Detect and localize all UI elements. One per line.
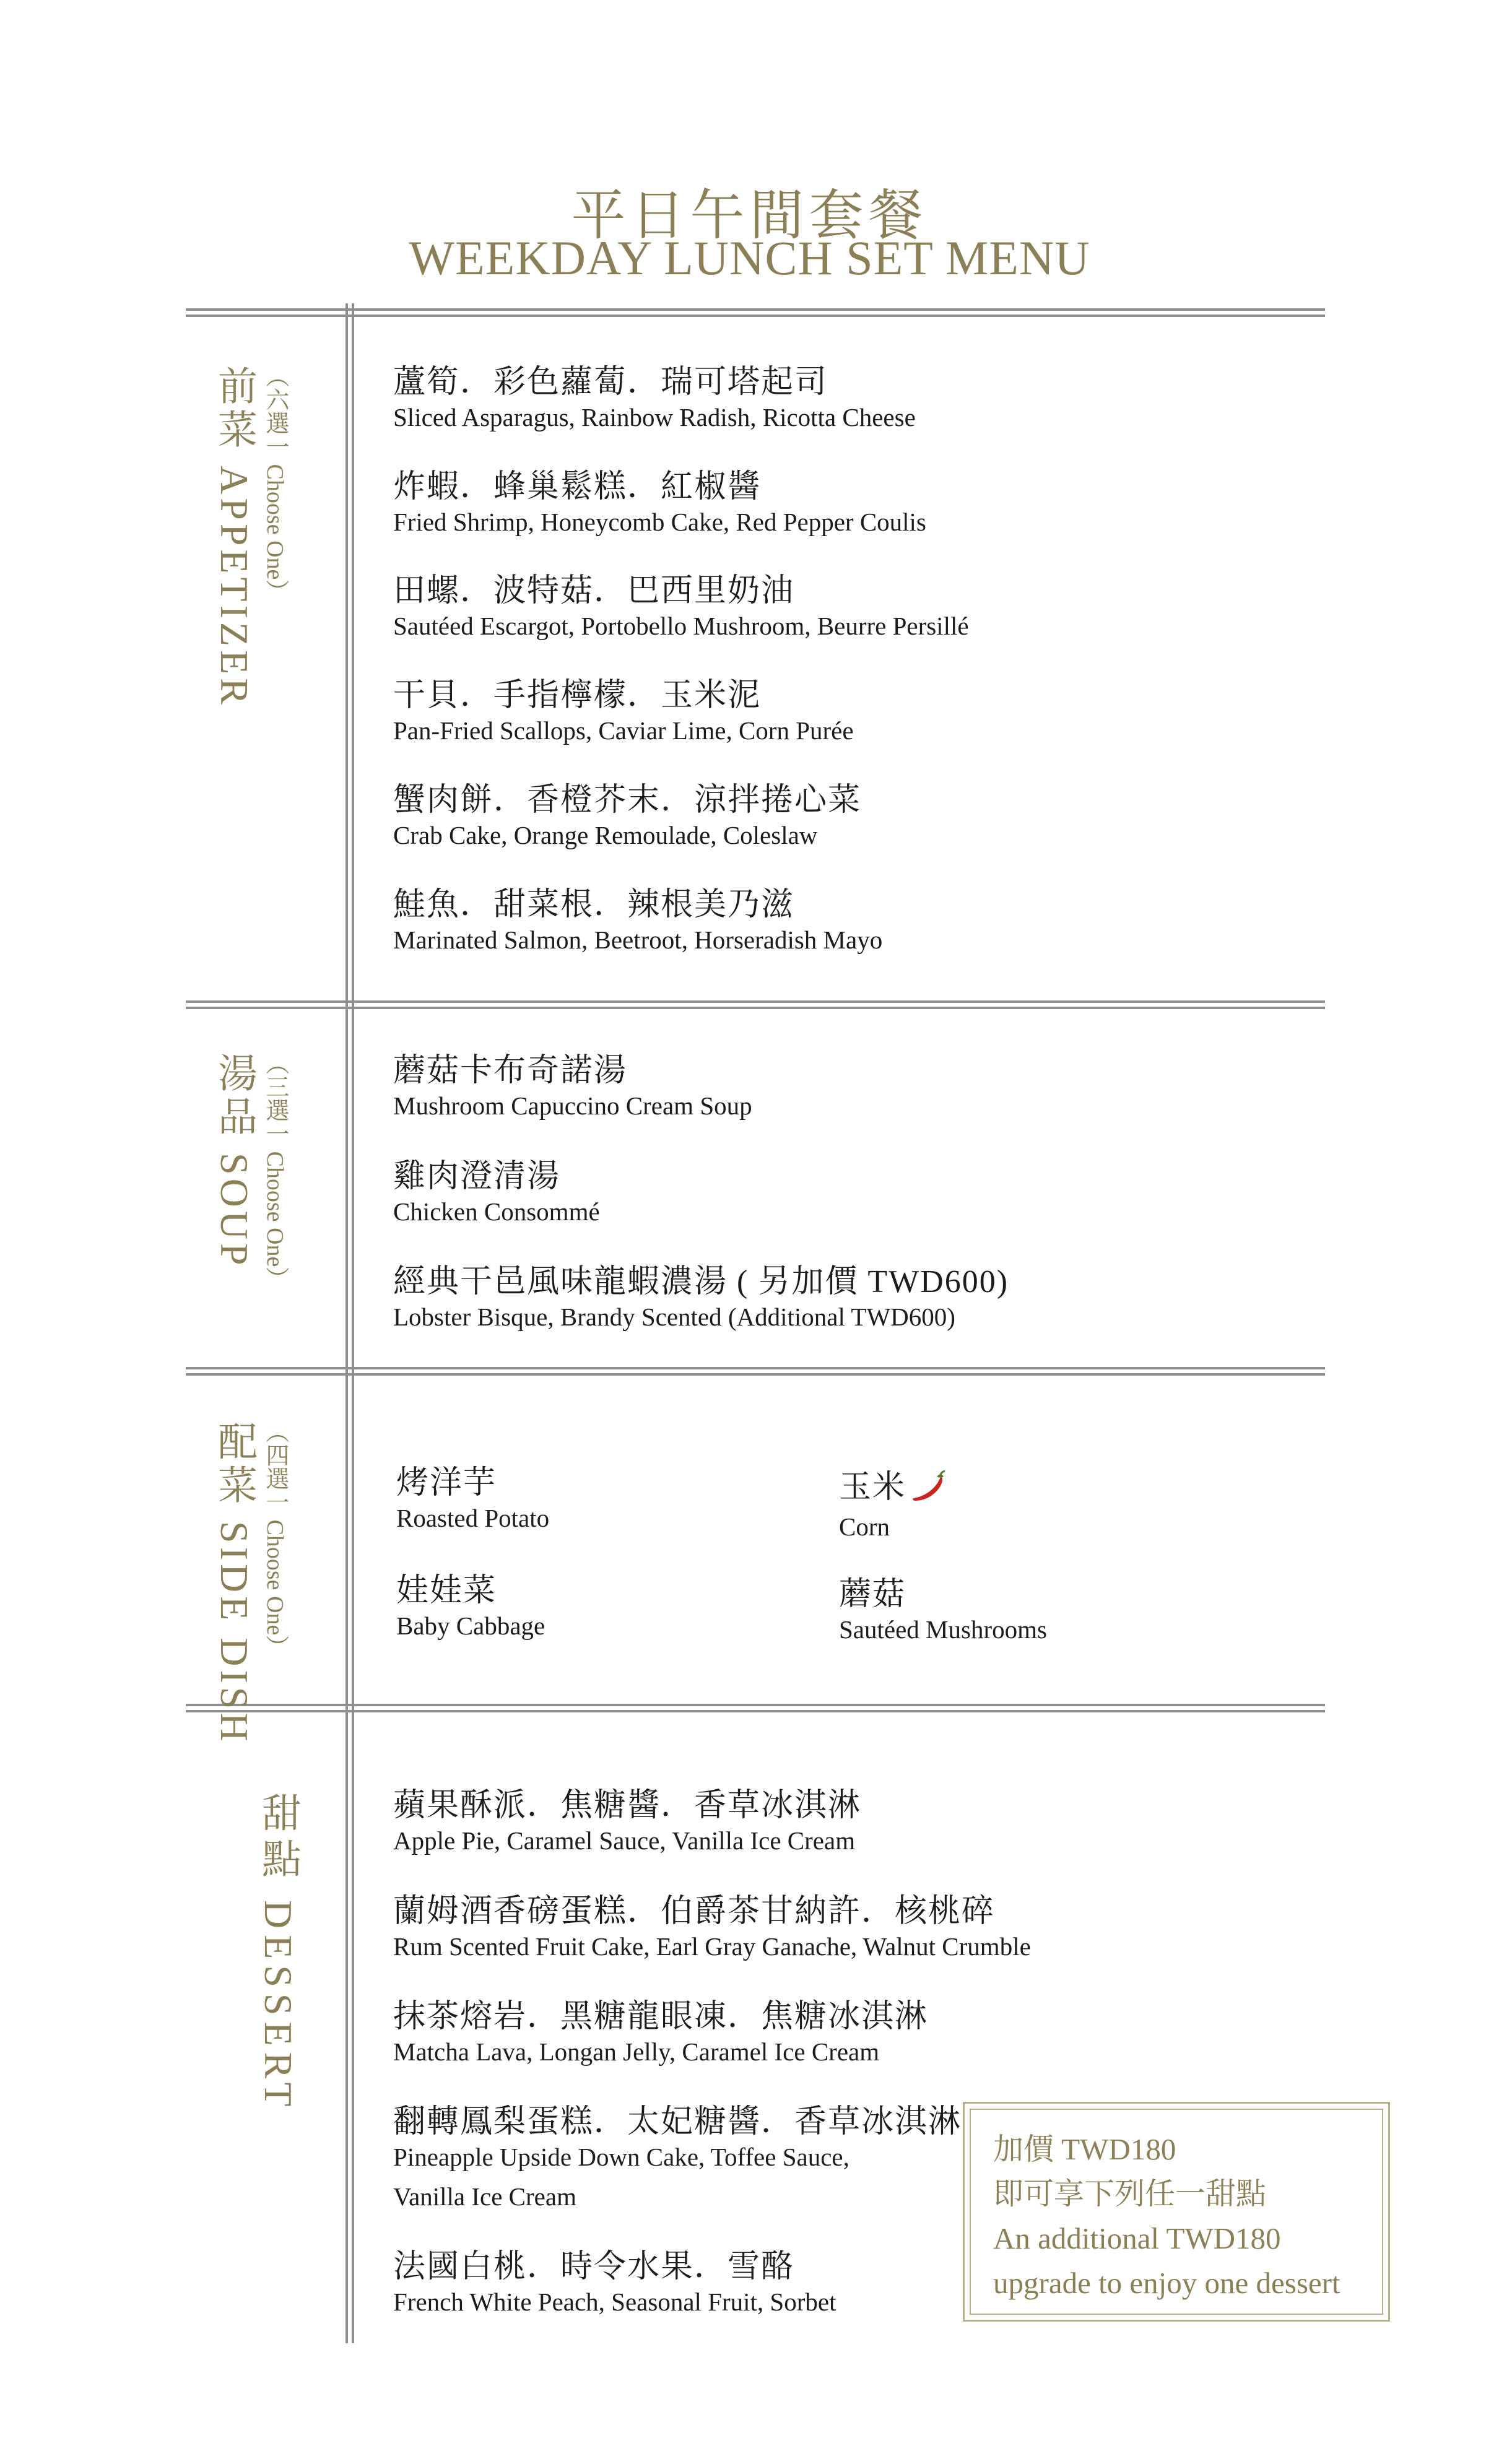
appetizer-item bbox=[393, 782, 861, 851]
appetizer-item bbox=[393, 887, 882, 956]
dessert-item bbox=[393, 1893, 1031, 1963]
appetizer-item bbox=[393, 364, 916, 433]
item-name-en-continued: Vanilla Ice Cream bbox=[393, 2182, 576, 2211]
soup-item bbox=[393, 1158, 600, 1228]
item-name-en: Sautéed Escargot, Portobello Mushroom, Beurre Persillé bbox=[393, 612, 969, 640]
item-name-zh: 雞肉澄清湯 bbox=[393, 1159, 561, 1194]
note-line-price-zh: 加價 TWD180 bbox=[993, 2132, 1176, 2166]
note-inner-frame bbox=[970, 2109, 1383, 2315]
item-name-en: Roasted Potato bbox=[396, 1504, 550, 1532]
menu-title-english: WEEKDAY LUNCH SET MENU bbox=[409, 231, 1090, 285]
section-choice-appetizer: （六選一 Choose One） bbox=[262, 364, 288, 604]
item-name-zh: 玉米 bbox=[839, 1470, 906, 1505]
section-choice-side-dish: （四選一 Choose One） bbox=[262, 1420, 288, 1659]
section-label-appetizer: 前菜 APPETIZER bbox=[212, 365, 256, 708]
item-name-en: Crab Cake, Orange Remoulade, Coleslaw bbox=[393, 821, 818, 849]
item-name-en: Sliced Asparagus, Rainbow Radish, Ricotta Cheese bbox=[393, 403, 916, 432]
item-name-en: French White Peach, Seasonal Fruit, Sorbet bbox=[393, 2288, 836, 2316]
divider-soup-side bbox=[186, 1367, 1325, 1376]
item-name-zh: 烤洋芋 bbox=[396, 1465, 497, 1501]
item-name-zh: 蘋果酥派．焦糖醬．香草冰淇淋 bbox=[393, 1788, 862, 1823]
item-name-en: Fried Shrimp, Honeycomb Cake, Red Pepper Coulis bbox=[393, 508, 926, 536]
soup-item bbox=[393, 1052, 752, 1122]
item-name-en: Corn bbox=[839, 1512, 890, 1542]
item-name-en: Pineapple Upside Down Cake, Toffee Sauce, bbox=[393, 2143, 849, 2171]
item-name-en: Sautéed Mushrooms bbox=[839, 1615, 1047, 1644]
item-name-zh: 田螺．波特菇．巴西里奶油 bbox=[393, 573, 795, 609]
appetizer-item bbox=[393, 573, 969, 642]
item-name-zh: 蟹肉餅．香橙芥末．涼拌捲心菜 bbox=[393, 783, 862, 818]
item-name-zh: 娃娃菜 bbox=[396, 1573, 497, 1608]
item-name-en: Matcha Lava, Longan Jelly, Caramel Ice Cream bbox=[393, 2037, 880, 2066]
item-name-zh: 干貝．手指檸檬．玉米泥 bbox=[393, 678, 762, 713]
side-dish-item bbox=[396, 1465, 549, 1534]
item-name-en: Rum Scented Fruit Cake, Earl Gray Ganache, Walnut Crumble bbox=[393, 1932, 1031, 1961]
soup-item bbox=[393, 1264, 1009, 1333]
section-choice-soup: （三選一 Choose One） bbox=[262, 1051, 288, 1291]
divider-side-dessert bbox=[186, 1704, 1325, 1712]
item-name-en: Chicken Consommé bbox=[393, 1197, 600, 1226]
item-name-en: Apple Pie, Caramel Sauce, Vanilla Ice Cream bbox=[393, 1826, 856, 1855]
menu-title-chinese: 平日午間套餐 bbox=[571, 186, 928, 246]
item-name-zh: 翻轉鳳梨蛋糕．太妃糖醬．香草冰淇淋 bbox=[393, 2104, 962, 2140]
appetizer-item bbox=[393, 469, 926, 538]
chili-pepper-icon bbox=[911, 1470, 945, 1511]
item-name-en: Baby Cabbage bbox=[396, 1612, 545, 1640]
dessert-item bbox=[393, 2104, 962, 2213]
item-name-zh: 法國白桃．時令水果．雪酪 bbox=[393, 2249, 795, 2284]
side-dish-item bbox=[839, 1469, 945, 1543]
note-line-price-en: An additional TWD180 bbox=[993, 2221, 1281, 2255]
item-name-en: Lobster Bisque, Brandy Scented (Additional TWD600) bbox=[393, 1303, 955, 1331]
side-dish-item bbox=[839, 1576, 1047, 1646]
section-label-side-dish: 配菜 SIDE DISH bbox=[212, 1421, 256, 1745]
item-name-en: Mushroom Capuccino Cream Soup bbox=[393, 1091, 752, 1120]
top-divider bbox=[186, 308, 1325, 317]
note-line-desc-en: upgrade to enjoy one dessert bbox=[993, 2266, 1340, 2300]
dessert-upgrade-note bbox=[963, 2102, 1390, 2322]
item-name-en: Pan-Fried Scallops, Caviar Lime, Corn Purée bbox=[393, 716, 854, 745]
section-label-soup: 湯品 SOUP bbox=[212, 1052, 256, 1269]
vertical-divider bbox=[345, 303, 354, 2343]
item-name-zh: 抹茶熔岩．黑糖龍眼凍．焦糖冰淇淋 bbox=[393, 1999, 929, 2034]
item-name-zh: 蘭姆酒香磅蛋糕．伯爵茶甘納許．核桃碎 bbox=[393, 1894, 996, 1929]
note-line-desc-zh: 即可享下列任一甜點 bbox=[993, 2177, 1267, 2211]
item-name-zh: 蘑菇卡布奇諾湯 bbox=[393, 1053, 628, 1088]
divider-appetizer-soup bbox=[186, 1000, 1325, 1009]
section-label-dessert: 甜點 DESSERT bbox=[256, 1792, 300, 2113]
dessert-item bbox=[393, 1787, 861, 1857]
item-name-zh: 蘆筍．彩色蘿蔔．瑞可塔起司 bbox=[393, 365, 828, 400]
item-name-zh: 經典干邑風味龍蝦濃湯 ( 另加價 TWD600) bbox=[393, 1264, 1009, 1299]
dessert-item bbox=[393, 2249, 836, 2318]
appetizer-item bbox=[393, 677, 854, 747]
item-name-zh: 炸蝦．蜂巢鬆糕．紅椒醬 bbox=[393, 469, 762, 505]
side-dish-item bbox=[396, 1573, 545, 1642]
dessert-item bbox=[393, 1998, 928, 2068]
item-name-en: Marinated Salmon, Beetroot, Horseradish Mayo bbox=[393, 926, 883, 954]
item-name-zh: 蘑菇 bbox=[839, 1577, 906, 1612]
item-name-zh: 鮭魚．甜菜根．辣根美乃滋 bbox=[393, 887, 795, 922]
